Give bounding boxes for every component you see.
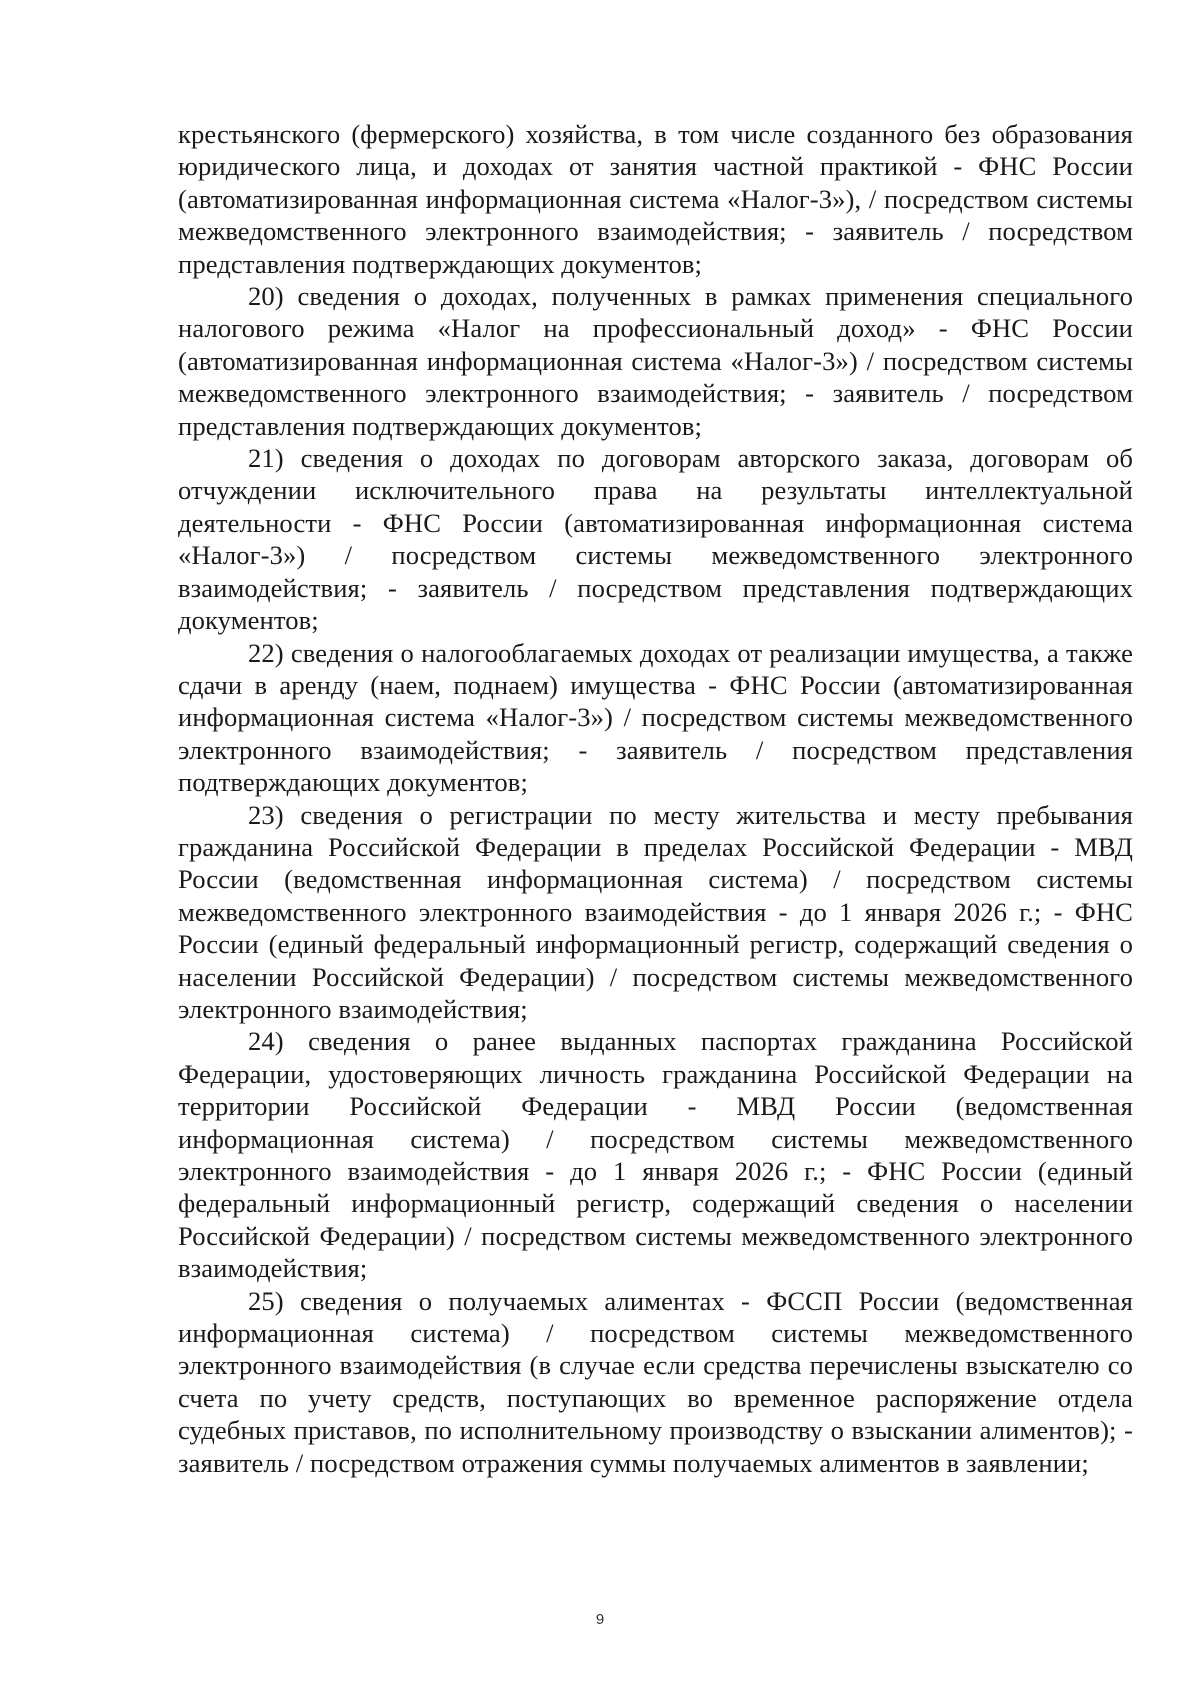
page-number: 9 bbox=[595, 1611, 605, 1628]
paragraph-item-23: 23) сведения о регистрации по месту жительства и месту пребывания гражданина Российской Федерации в пределах Российской Федерации - МВД России (ведомственная информационная система) / посредством системы межведомственного электронного взаимодействия - до 1 января 2026 г.; - ФНС России (единый федеральный информационный регистр, содержащий сведения о населении Российской Федерации) / посредством системы межведомственного электронного взаимодействия; bbox=[178, 799, 1133, 1024]
paragraph-item-22: 22) сведения о налогооблагаемых доходах от реализации имущества, а также сдачи в аренду (наем, поднаем) имущества - ФНС России (автоматизированная информационная система «Налог-3») / посредством системы межведомственного электронного взаимодействия; - заявитель / посредством представления подтверждающих документов; bbox=[178, 637, 1133, 798]
paragraph-item-20: 20) сведения о доходах, полученных в рамках применения специального налогового режима «Налог на профессиональный доход» - ФНС России (автоматизированная информационная система «Налог-3») / посредством системы межведомственного электронного взаимодействия; - заявитель / посредством представления подтверждающих документов; bbox=[178, 281, 1133, 441]
paragraph-item-24: 24) сведения о ранее выданных паспортах гражданина Российской Федерации, удостоверяющих личность гражданина Российской Федерации на территории Российской Федерации - МВД России (ведомственная информационная система) / посредством системы межведомственного электронного взаимодействия - до 1 января 2026 г.; - ФНС России (единый федеральный информационный регистр, содержащий сведения о населении Российской Федерации) / посредством системы межведомственного электронного взаимодействия; bbox=[178, 1026, 1133, 1284]
paragraph-continuation: крестьянского (фермерского) хозяйства, в том числе созданного без образования юридического лица, и доходах от занятия частной практикой - ФНС России (автоматизированная информационная система «Налог-3»), / посредством системы межведомственного электронного взаимодействия; - заявитель / посредством представления подтверждающих документов; bbox=[178, 119, 1133, 279]
document-body bbox=[178, 118, 1133, 1479]
paragraph-item-25: 25) сведения о получаемых алиментах - ФССП России (ведомственная информационная система) / посредством системы межведомственного электронного взаимодействия (в случае если средства перечислены взыскателю со счета по учету средств, поступающих во временное распоряжение отдела судебных приставов, по исполнительному производству о взыскании алиментов); - заявитель / посредством отражения суммы получаемых алиментов в заявлении; bbox=[178, 1285, 1133, 1478]
paragraph-item-21: 21) сведения о доходах по договорам авторского заказа, договорам об отчуждении исключительного права на результаты интеллектуальной деятельности - ФНС России (автоматизированная информационная система «Налог-3») / посредством системы межведомственного электронного взаимодействия; - заявитель / посредством представления подтверждающих документов; bbox=[178, 443, 1133, 636]
